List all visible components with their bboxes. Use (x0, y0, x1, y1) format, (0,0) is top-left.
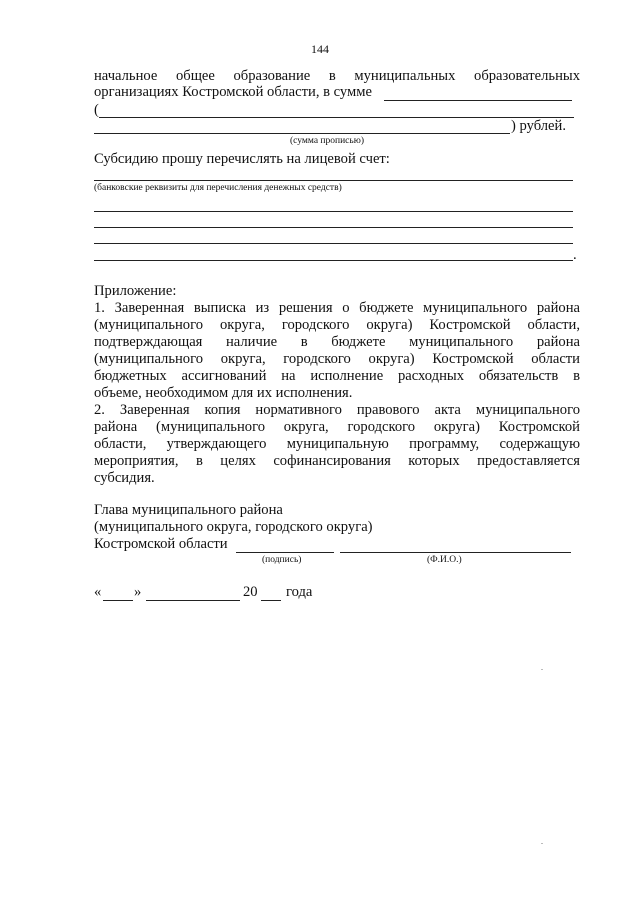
attachment-1-line-1: 1. Заверенная выписка из решения о бюджете муниципального района (94, 300, 580, 316)
attachment-1-line-5: бюджетных ассигнований на исполнение расходных обязательств в (94, 368, 580, 384)
page-number: 144 (311, 42, 329, 56)
attachment-2-line-3: области, утверждающего муниципальную программу, содержащую (94, 436, 580, 452)
signature-title-line-2: (муниципального округа, городского округа) (94, 519, 373, 535)
amount-blank (384, 100, 572, 101)
full-name-caption: (Ф.И.О.) (427, 555, 462, 565)
date-month-blank (146, 600, 240, 601)
account-line-2 (94, 227, 573, 228)
date-year-suffix: года (286, 584, 313, 600)
attachment-1-line-4: (муниципального округа, городского округа) Костромской области (94, 351, 580, 367)
date-close-quote: » (134, 584, 142, 600)
date-day-blank (103, 600, 133, 601)
bank-caption: (банковские реквизиты для перечисления денежных средств) (94, 183, 342, 193)
attachment-2-line-5: субсидия. (94, 470, 155, 486)
signature-title-line-1: Глава муниципального района (94, 502, 283, 518)
date-year-blank (261, 600, 281, 601)
intro-line-1: начальное общее образование в муниципальных образовательных (94, 68, 580, 84)
attachment-2-line-1: 2. Заверенная копия нормативного правового акта муниципального (94, 402, 580, 418)
intro-line-2: организациях Костромской области, в сумме (94, 84, 372, 100)
signature-caption: (подпись) (262, 555, 302, 565)
attachments-heading: Приложение: (94, 283, 177, 299)
scan-speck (541, 669, 543, 670)
account-line-4 (94, 260, 573, 261)
signature-line (236, 552, 334, 553)
amount-words-line-2 (94, 133, 510, 134)
full-name-line (340, 552, 571, 553)
rubles-suffix: ) рублей. (511, 118, 566, 134)
date-year-prefix: 20 (243, 584, 258, 600)
account-line-1 (94, 211, 573, 212)
scan-speck (541, 843, 543, 844)
attachment-2-line-4: мероприятия, в целях софинансирования которых предоставляется (94, 453, 580, 469)
attachment-2-line-2: района (муниципального округа, городского округа) Костромской (94, 419, 580, 435)
account-end-dot: . (573, 247, 577, 263)
account-request: Субсидию прошу перечислять на лицевой счет: (94, 151, 390, 167)
amount-caption: (сумма прописью) (290, 136, 364, 146)
account-line-3 (94, 243, 573, 244)
paren-open: ( (94, 102, 99, 118)
bank-details-line (94, 180, 573, 181)
signature-title-line-3: Костромской области (94, 536, 228, 552)
amount-words-line-1 (99, 117, 574, 118)
date-open-quote: « (94, 584, 102, 600)
attachment-1-line-2: (муниципального округа, городского округа) Костромской области, (94, 317, 580, 333)
attachment-1-line-3: подтверждающая наличие в бюджете муниципального района (94, 334, 580, 350)
attachment-1-line-6: объеме, необходимом для их исполнения. (94, 385, 353, 401)
